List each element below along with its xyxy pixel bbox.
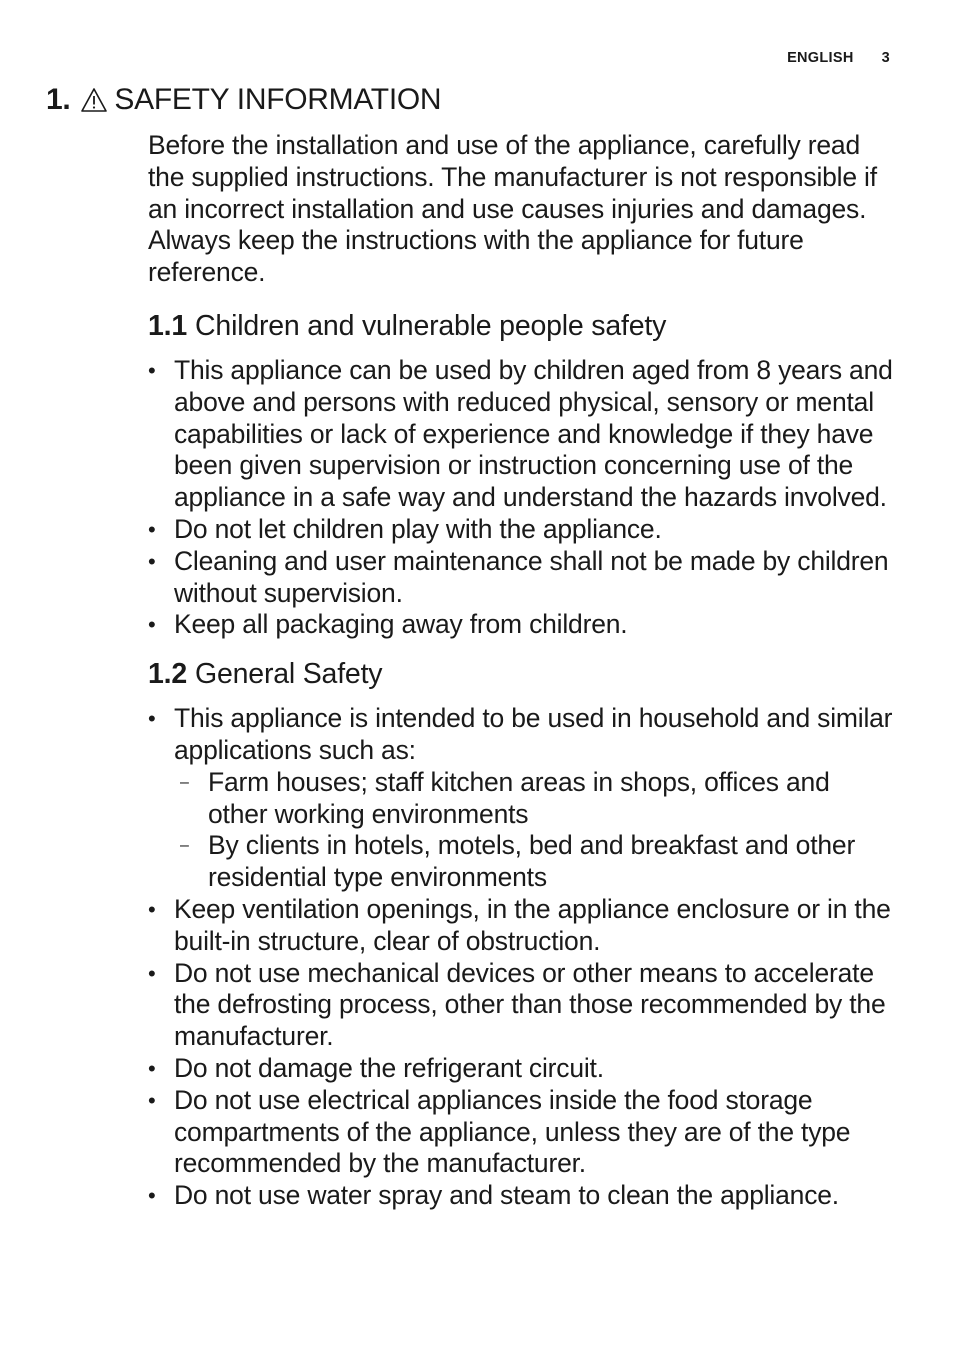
page-header [787,50,890,66]
section-title-text: SAFETY INFORMATION [114,83,442,116]
list-item: • Do not use mechanical devices or other means to accelerate the defrosting process, other than those recommended by the manufacturer. [148,958,893,1053]
list-item: • Do not let children play with the appliance. [148,514,893,546]
subsection-heading-general [148,657,893,691]
subsection-number: 1.2 [148,658,188,691]
subsection-heading-children [148,309,893,343]
sub-list [174,767,893,894]
intro-paragraph: Before the installation and use of the appliance, carefully read the supplied instructions. The manufacturer is not responsible if an incorrect installation and use causes injuries and damages. Always keep the instructions with the appliance for future reference. [148,130,877,288]
list-item [148,703,893,894]
list-item: • Keep all packaging away from children. [148,609,893,641]
sub-list-item: – Farm houses; staff kitchen areas in shops, offices and other working environments [174,767,893,831]
list-item: • Cleaning and user maintenance shall not be made by children without supervision. [148,546,893,610]
list-item: • Do not damage the refrigerant circuit. [148,1053,893,1085]
general-safety-list [148,703,893,1212]
list-item: • Do not use electrical appliances inside the food storage compartments of the appliance, unless they are of the type recommended by the manufacturer. [148,1085,893,1180]
section-number: 1. [46,83,71,116]
language-label: ENGLISH [787,50,854,66]
main-content [148,130,893,1228]
list-item: • Do not use water spray and steam to clean the appliance. [148,1180,893,1212]
subsection-title: General Safety [195,658,383,691]
list-item: • This appliance can be used by children aged from 8 years and above and persons with reduced physical, sensory or mental capabilities or lack of experience and knowledge if they have been given supervision or instruction concerning use of the appliance in a safe way and understand the hazards involved. [148,355,893,514]
subsection-number: 1.1 [148,309,188,342]
list-item-text: This appliance is intended to be used in household and similar applications such as: [174,703,893,765]
subsection-title: Children and vulnerable people safety [195,309,667,342]
warning-triangle-icon [80,87,108,113]
list-item: • Keep ventilation openings, in the appliance enclosure or in the built-in structure, clear of obstruction. [148,894,893,958]
section-title [46,78,441,122]
children-safety-list [148,355,893,641]
page-number: 3 [881,50,890,66]
sub-list-item: – By clients in hotels, motels, bed and breakfast and other residential type environments [174,830,893,894]
